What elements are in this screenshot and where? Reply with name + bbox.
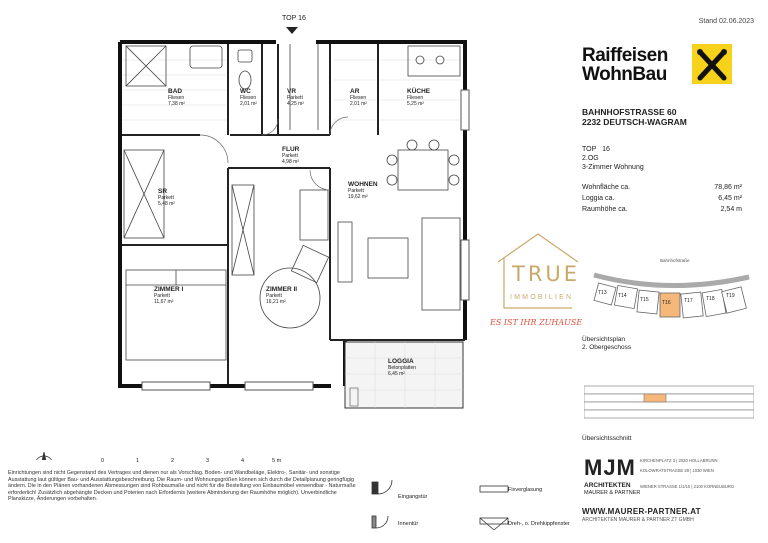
room-wohnen: WOHNEN Parkett 19,62 m² (348, 181, 378, 200)
raiffeisen-logo (582, 44, 732, 88)
room-loggia: LOGGIA Betonplatten 6,45 m² (388, 358, 417, 377)
room-flur: FLUR Parkett 4,98 m² (282, 146, 300, 165)
scale-tick-2: 2 (171, 458, 175, 464)
overview-street: Bahnhofstraße (660, 258, 690, 263)
true-logo-sub: IMMOBILIEN (510, 294, 574, 301)
scale-tick-3: 3 (206, 458, 210, 464)
top-label: TOP 16 (282, 15, 306, 22)
disclaimer-text: Einrichtungen sind nicht Gegenstand des Vertrages und dienen nur als Vorschlag. Boden- und Wandbeläge, Elektro-, Sanitär- und sonstige Ausstattung laut gültiger Bau- und Ausstattungsbeschreibung. Die Raum- und Wohnungsgrößen können sich durch die Detailplanung geringfügig ändern. Die in den Plänen vorhandenen Abmessungen sind Rohbaumaße und nicht für die Bestellung von Einbaumöbel verwendbar - Naturmaße erforderlich! Zusätzlich abgehängte Decken und Poterien nach Erfordernis (weitere Abminderung der Raumhöhe möglich). Unverbindliche Planskizze, Änderungen vorbehalten. (8, 470, 356, 503)
overview-unit: T17 (684, 298, 693, 304)
compass-icon (31, 452, 57, 460)
address-street: BAHNHOFSTRASSE 60 (582, 107, 677, 117)
unit-top-label: TOP (582, 146, 597, 153)
project-address (582, 107, 687, 127)
unit-info (582, 145, 644, 172)
raiffeisen-cross-icon (692, 44, 732, 84)
area-row: Raumhöhe ca. 2,54 m (582, 206, 742, 213)
room-vr: VR Parkett 4,25 m² (287, 88, 304, 107)
plan-legend (370, 480, 530, 540)
architect-addr1: KIRCHENPLATZ 3 | 2020 HOLLABRUNN (640, 458, 718, 463)
area-table (582, 182, 742, 215)
architect-addr2: KOLOWRATSTRASSE 28 | 1030 WIEN (640, 468, 714, 473)
unit-top-number: 16 (602, 146, 610, 153)
unit-floor: 2.OG (582, 155, 599, 162)
area-row: Wohnfläche ca. 78,86 m² (582, 184, 742, 191)
true-logo-slogan: ES IST IHR ZUHAUSE (490, 318, 583, 327)
legend-fixed-glass: Fixverglasung (508, 487, 543, 493)
room-zimmer1: ZIMMER I Parkett 11,67 m² (154, 286, 184, 305)
entry-arrow-icon (286, 27, 298, 34)
architect-subtitle: ARCHITEKTEN MAURER & PARTNER ZT GMBH (582, 517, 694, 523)
scale-tick-0: 0 (101, 458, 105, 464)
legend-entry-door: Eingangstür (398, 494, 428, 500)
overview-unit: T19 (726, 293, 735, 299)
true-logo-word: TRUE (512, 262, 581, 286)
brand-line1: Raiffeisen (582, 45, 668, 66)
architect-addr3: WIENER STRASSE 1/1/10 | 2100 KORNEUBURG (640, 484, 735, 489)
legend-inner-door: Innentür (398, 521, 419, 527)
scale-tick-5: 5 m (272, 458, 282, 464)
section-label: Übersichtsschnitt (582, 435, 632, 442)
room-kueche: KÜCHE Fliesen 5,25 m² (407, 88, 431, 107)
architect-url[interactable]: WWW.MAURER-PARTNER.AT (582, 507, 701, 516)
room-wc: WC Fliesen 2,01 m² (240, 88, 257, 107)
overview-unit: T14 (618, 293, 627, 299)
room-bad: BAD Fliesen 7,38 m² (168, 88, 185, 107)
brand-line2: WohnBau (582, 64, 667, 85)
legend-tilt-window: Dreh-, o. Drehkippfenster (508, 521, 570, 527)
overview-unit: T15 (640, 297, 649, 303)
unit-type: 3-Zimmer Wohnung (582, 164, 644, 171)
overview-label: Übersichtsplan 2. Obergeschoss (582, 336, 632, 351)
overview-unit: T18 (706, 296, 715, 302)
plan-date: Stand 02.06.2023 (698, 18, 754, 25)
room-sr: SR Parkett 5,48 m² (158, 188, 175, 207)
address-city: 2232 DEUTSCH-WAGRAM (582, 117, 687, 127)
scale-tick-1: 1 (136, 458, 140, 464)
architect-name1: ARCHITEKTEN (584, 482, 631, 489)
architect-name2: MAURER & PARTNER (584, 490, 641, 496)
mjm-logo: MJM (584, 455, 636, 480)
room-zimmer2: ZIMMER II Parkett 16,21 m² (266, 286, 298, 305)
room-ar: AR Fliesen 2,01 m² (350, 88, 367, 107)
overview-unit: T13 (598, 290, 607, 296)
area-row: Loggia ca. 6,45 m² (582, 195, 742, 202)
scale-tick-4: 4 (241, 458, 245, 464)
section-plan (584, 380, 754, 430)
overview-unit-highlight: T16 (662, 300, 671, 306)
